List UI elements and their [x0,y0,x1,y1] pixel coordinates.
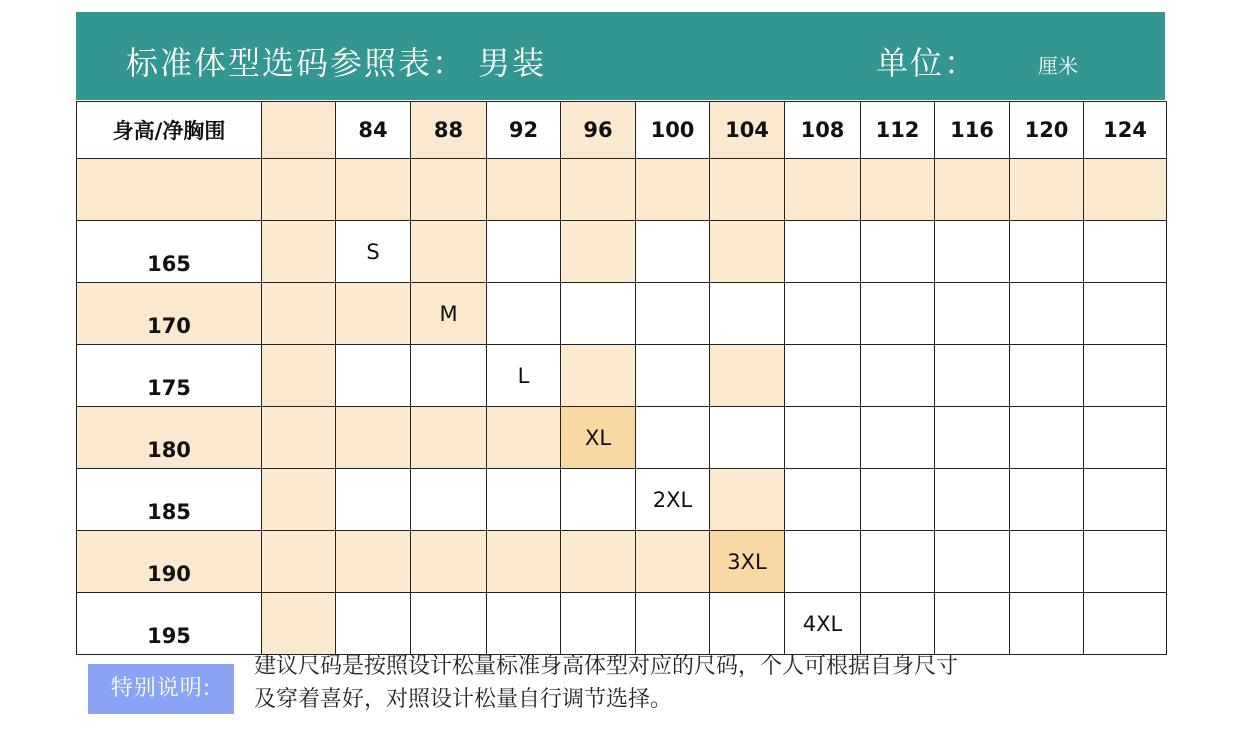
table-cell [1010,283,1084,345]
table-cell [487,159,561,221]
column-header: 112 [861,102,935,159]
table-cell [336,407,411,469]
table-cell [411,221,487,283]
table-cell [411,593,487,655]
table-cell [636,345,710,407]
page-title: 标准体型选码参照表： 男装 [126,44,547,82]
table-cell [1010,407,1084,469]
table-cell [561,531,636,593]
table-cell [785,531,861,593]
table-cell [785,283,861,345]
note-text-line1: 建议尺码是按照设计松量标准身高体型对应的尺码，个人可根据自身尺寸 [254,654,959,679]
table-cell [411,159,487,221]
table-cell [1084,469,1167,531]
table-cell [487,283,561,345]
size-cell: M [411,283,487,345]
table-cell [1084,593,1167,655]
table-cell [336,159,411,221]
table-cell [262,345,336,407]
table-cell [636,593,710,655]
table-cell [561,283,636,345]
table-cell [561,593,636,655]
table-cell [561,221,636,283]
table-cell [487,593,561,655]
table-cell [336,531,411,593]
table-cell [710,407,785,469]
table-row [77,283,1167,345]
table-header-row [77,102,1167,159]
table-cell [262,531,336,593]
table-cell [935,159,1010,221]
table-cell [336,469,411,531]
height-cell: 180 [77,407,262,469]
table-cell [861,407,935,469]
table-cell [710,159,785,221]
height-cell: 185 [77,469,262,531]
table-row [77,469,1167,531]
table-cell [262,469,336,531]
table-row [77,593,1167,655]
table-cell [861,159,935,221]
note-text-line2: 及穿着喜好，对照设计松量自行调节选择。 [254,687,673,712]
table-cell [636,283,710,345]
height-cell: 175 [77,345,262,407]
table-cell [262,593,336,655]
table-cell [861,345,935,407]
column-header: 108 [785,102,861,159]
table-cell [785,469,861,531]
table-row [77,531,1167,593]
table-cell [262,221,336,283]
table-cell [710,345,785,407]
height-cell: 190 [77,531,262,593]
table-cell [1084,407,1167,469]
unit-value: 厘米 [1038,54,1078,78]
table-cell [1084,159,1167,221]
size-cell: XL [561,407,636,469]
column-header: 104 [710,102,785,159]
table-cell [861,531,935,593]
table-cell [710,221,785,283]
table-cell [861,283,935,345]
column-header: 100 [636,102,710,159]
table-cell [1010,159,1084,221]
column-header: 116 [935,102,1010,159]
table-cell [1010,345,1084,407]
table-cell [411,407,487,469]
table-cell [710,469,785,531]
size-cell: 4XL [785,593,861,655]
table-cell [1010,593,1084,655]
height-cell: 165 [77,221,262,283]
table-cell [785,345,861,407]
size-cell: 2XL [636,469,710,531]
table-cell [262,283,336,345]
table-cell [336,283,411,345]
table-cell [935,283,1010,345]
table-row [77,407,1167,469]
table-cell [636,221,710,283]
size-cell: L [487,345,561,407]
table-cell [861,221,935,283]
table-cell [785,407,861,469]
table-cell [935,593,1010,655]
size-chart-table [76,101,1167,655]
table-cell [561,469,636,531]
table-cell [1010,531,1084,593]
table-cell [861,469,935,531]
column-header: 120 [1010,102,1084,159]
table-cell [1084,345,1167,407]
column-header: 124 [1084,102,1167,159]
table-row [77,159,1167,221]
note-text [254,650,1154,716]
table-cell [636,159,710,221]
title-banner [76,12,1165,100]
height-cell [77,159,262,221]
table-cell [935,221,1010,283]
table-row [77,221,1167,283]
table-cell [1010,221,1084,283]
table-cell [935,345,1010,407]
table-cell [785,159,861,221]
column-header [262,102,336,159]
corner-label: 身高/净胸围 [77,102,262,159]
column-header: 88 [411,102,487,159]
table-cell [636,407,710,469]
table-cell [262,159,336,221]
table-cell [262,407,336,469]
table-cell [710,283,785,345]
table-cell [861,593,935,655]
table-cell [636,531,710,593]
table-cell [935,531,1010,593]
table-cell [785,221,861,283]
note-label: 特别说明: [88,664,234,714]
table-cell [561,159,636,221]
table-row [77,345,1167,407]
height-cell: 195 [77,593,262,655]
table-cell [935,469,1010,531]
table-cell [1084,283,1167,345]
table-cell [487,407,561,469]
table-cell [710,593,785,655]
column-header: 92 [487,102,561,159]
height-cell: 170 [77,283,262,345]
table-cell [411,531,487,593]
unit-label: 单位： [876,44,979,82]
table-cell [336,345,411,407]
table-cell [1010,469,1084,531]
table-cell [487,531,561,593]
size-cell: 3XL [710,531,785,593]
table-cell [561,345,636,407]
table-cell [487,469,561,531]
column-header: 84 [336,102,411,159]
table-cell [411,345,487,407]
size-cell: S [336,221,411,283]
table-cell [487,221,561,283]
table-cell [1084,221,1167,283]
table-cell [935,407,1010,469]
table-cell [411,469,487,531]
table-cell [1084,531,1167,593]
table-cell [336,593,411,655]
column-header: 96 [561,102,636,159]
